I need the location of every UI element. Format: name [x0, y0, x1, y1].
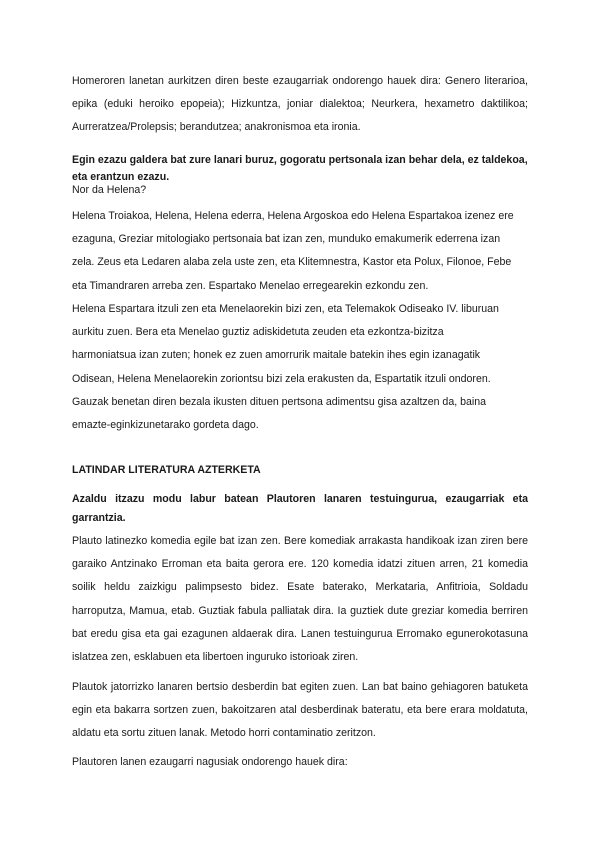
text-line: Helena Troiakoa, Helena, Helena ederra, Helena Argoskoa edo Helena Espartakoa izenez ere [72, 210, 514, 222]
text-line: Gauzak benetan diren bezala ikusten dituen pertsona adimentsu gisa azaltzen da, baina [72, 395, 487, 408]
text-line: ezaguna, Greziar mitologiako pertsonaia bat izan zen, munduko emakumerik ederrena izan [72, 233, 501, 246]
question-1: Egin ezazu galdera bat zure lanari buruz, gogoratu pertsonala izan behar dela, ez taldekoa, eta erantzun ezazu. [72, 154, 528, 183]
section-heading: LATINDAR LITERATURA AZTERKETA [72, 464, 261, 476]
helena-paragraph-2 [72, 298, 528, 437]
question-2: Azaldu itzazu modu labur batean Plautoren lanaren testuingurua, ezaugarriak eta garrantzia. [72, 493, 528, 524]
plauto-paragraph-1: Plauto latinezko komedia egile bat izan zen. Bere komediak arrakasta handikoak izan ziren bere garaiko Antzinako Erroman eta baita gerora ere. 120 komedia idatzi zituen arren, 21 komedia soilik heldu zaizkigu palimpsesto bidez. Esate baterako, Merkataria, Anfitrioia, Soldadu harroputza, Mamua, etab. Guztiak fabula palliatak dira. Ia guztiek dute greziar komedia berriren bat eredu gisa eta gai ezagunen aldaerak dira. Lanen testuingurua Erromako egunerokotasuna islatzea zen, esklabuen eta libertoen inguruko istorioak ziren. [72, 535, 528, 664]
text-line: eta Timandraren arreba zen. Espartako Menelao erregearekin ezkondu zen. [72, 279, 429, 292]
text-line: aurkitu zuen. Bera eta Menelao guztiz adiskidetuta zeuden eta ezkontza-bizitza [72, 326, 444, 339]
text-line: Helena Espartara itzuli zen eta Menelaorekin bizi zen, eta Telemakok Odiseako IV. liburuan [72, 303, 499, 315]
plauto-paragraph-2: Plautok jatorrizko lanaren bertsio desberdin bat egiten zuen. Lan bat baino gehiagoren batuketa egin eta bakarra sortzen zuen, bakoitzaren atal desberdinak bateratu, eta bere erara moldatuta, aldatu eta sortu zituen lanak. Metodo horri contaminatio zeritzon. [72, 681, 528, 740]
helena-paragraph-1 [72, 205, 528, 298]
text-line: harmoniatsua izan zuten; honek ez zuen amorrurik maitale batekin ihes egin izanagatik [72, 349, 481, 362]
text-line: emazte-eginkizunetarako gordeta dago. [72, 419, 259, 432]
text-line: zela. Zeus eta Ledaren alaba zela uste zen, eta Klitemnestra, Kastor eta Polux, Filonoe, Febe [72, 256, 512, 269]
intro-paragraph: Homeroren lanetan aurkitzen diren beste ezaugarriak ondorengo hauek dira: Genero literarioa, epika (eduki heroiko epopeia); Hizkuntza, joniar dialektoa; Neurkera, hexametro daktilikoa; Aurreratzea/Prolepsis; berandutzea; anakronismoa eta ironia. [72, 75, 528, 134]
text-line: Odisean, Helena Menelaorekin zoriontsu bizi zela erakusten da, Espartatik itzuli ondoren. [72, 372, 491, 385]
question-1-subtitle: Nor da Helena? [72, 184, 147, 196]
plauto-paragraph-3: Plautoren lanen ezaugarri nagusiak ondorengo hauek dira: [72, 756, 348, 768]
